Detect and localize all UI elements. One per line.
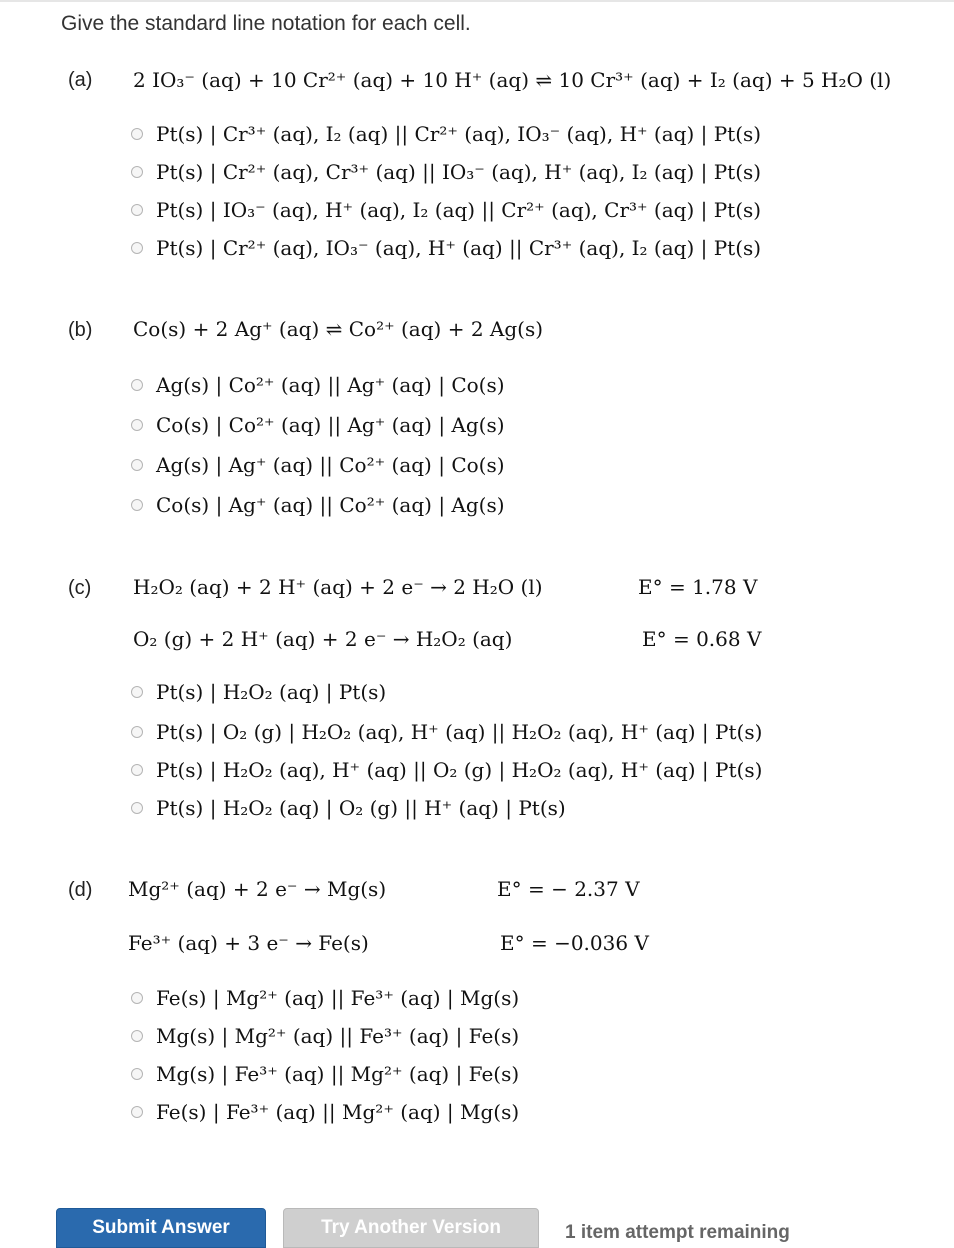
option-text: Pt(s) | O₂ (g) | H₂O₂ (aq), H⁺ (aq) || H₂O₂ (aq), H⁺ (aq) | Pt(s) xyxy=(156,720,763,744)
option-text: Ag(s) | Ag⁺ (aq) || Co²⁺ (aq) | Co(s) xyxy=(156,453,505,477)
part-d-label: (d) xyxy=(68,879,93,901)
part-b-option-3[interactable] xyxy=(131,450,505,480)
option-text: Pt(s) | Cr²⁺ (aq), Cr³⁺ (aq) || IO₃⁻ (aq), H⁺ (aq), I₂ (aq) | Pt(s) xyxy=(156,160,762,184)
option-text: Fe(s) | Fe³⁺ (aq) || Mg²⁺ (aq) | Mg(s) xyxy=(156,1100,520,1124)
radio-button[interactable] xyxy=(131,1068,143,1080)
part-d-half-reaction-2: Fe³⁺ (aq) + 3 e⁻ → Fe(s) xyxy=(128,931,369,955)
radio-button[interactable] xyxy=(131,379,143,391)
part-d-potential-1: E° = − 2.37 V xyxy=(497,877,640,901)
part-c-option-4[interactable] xyxy=(131,793,566,823)
part-a-option-2[interactable] xyxy=(131,157,761,187)
option-text: Pt(s) | Cr³⁺ (aq), I₂ (aq) || Cr²⁺ (aq), IO₃⁻ (aq), H⁺ (aq) | Pt(s) xyxy=(156,122,762,146)
option-text: Pt(s) | H₂O₂ (aq), H⁺ (aq) || O₂ (g) | H₂O₂ (aq), H⁺ (aq) | Pt(s) xyxy=(156,758,763,782)
radio-button[interactable] xyxy=(131,499,143,511)
radio-button[interactable] xyxy=(131,242,143,254)
part-a-option-4[interactable] xyxy=(131,233,761,263)
part-d-option-2[interactable] xyxy=(131,1021,519,1051)
part-d-potential-2: E° = −0.036 V xyxy=(500,931,649,955)
radio-button[interactable] xyxy=(131,686,143,698)
part-a-option-3[interactable] xyxy=(131,195,761,225)
option-text: Pt(s) | H₂O₂ (aq) | Pt(s) xyxy=(156,680,387,704)
radio-button[interactable] xyxy=(131,419,143,431)
radio-button[interactable] xyxy=(131,992,143,1004)
radio-button[interactable] xyxy=(131,1106,143,1118)
part-c-option-1[interactable] xyxy=(131,677,386,707)
part-d-half-reaction-1: Mg²⁺ (aq) + 2 e⁻ → Mg(s) xyxy=(128,877,387,901)
part-b-option-4[interactable] xyxy=(131,490,505,520)
part-c-half-reaction-2: O₂ (g) + 2 H⁺ (aq) + 2 e⁻ → H₂O₂ (aq) xyxy=(133,627,513,651)
radio-button[interactable] xyxy=(131,204,143,216)
part-c-potential-2: E° = 0.68 V xyxy=(642,627,762,651)
radio-button[interactable] xyxy=(131,802,143,814)
radio-button[interactable] xyxy=(131,128,143,140)
radio-button[interactable] xyxy=(131,726,143,738)
attempts-remaining-text: 1 item attempt remaining xyxy=(565,1222,790,1243)
question-title: Give the standard line notation for each cell. xyxy=(61,12,471,35)
part-c-potential-1: E° = 1.78 V xyxy=(638,575,758,599)
part-b-reaction: Co(s) + 2 Ag⁺ (aq) ⇌ Co²⁺ (aq) + 2 Ag(s) xyxy=(133,317,544,341)
option-text: Pt(s) | IO₃⁻ (aq), H⁺ (aq), I₂ (aq) || Cr²⁺ (aq), Cr³⁺ (aq) | Pt(s) xyxy=(156,198,762,222)
option-text: Pt(s) | H₂O₂ (aq) | O₂ (g) || H⁺ (aq) | Pt(s) xyxy=(156,796,566,820)
part-a-option-1[interactable] xyxy=(131,119,761,149)
part-b-label: (b) xyxy=(68,319,93,341)
try-another-version-button[interactable]: Try Another Version xyxy=(283,1208,539,1248)
radio-button[interactable] xyxy=(131,1030,143,1042)
part-d-option-3[interactable] xyxy=(131,1059,519,1089)
part-c-option-3[interactable] xyxy=(131,755,762,785)
part-c-option-2[interactable] xyxy=(131,717,762,747)
option-text: Mg(s) | Fe³⁺ (aq) || Mg²⁺ (aq) | Fe(s) xyxy=(156,1062,520,1086)
option-text: Pt(s) | Cr²⁺ (aq), IO₃⁻ (aq), H⁺ (aq) || Cr³⁺ (aq), I₂ (aq) | Pt(s) xyxy=(156,236,762,260)
submit-answer-button[interactable]: Submit Answer xyxy=(56,1208,266,1248)
radio-button[interactable] xyxy=(131,764,143,776)
part-b-option-1[interactable] xyxy=(131,370,505,400)
option-text: Co(s) | Ag⁺ (aq) || Co²⁺ (aq) | Ag(s) xyxy=(156,493,505,517)
option-text: Fe(s) | Mg²⁺ (aq) || Fe³⁺ (aq) | Mg(s) xyxy=(156,986,520,1010)
part-b-option-2[interactable] xyxy=(131,410,505,440)
option-text: Ag(s) | Co²⁺ (aq) || Ag⁺ (aq) | Co(s) xyxy=(156,373,505,397)
radio-button[interactable] xyxy=(131,459,143,471)
part-d-option-1[interactable] xyxy=(131,983,519,1013)
part-a-reaction: 2 IO₃⁻ (aq) + 10 Cr²⁺ (aq) + 10 H⁺ (aq) ⇌ 10 Cr³⁺ (aq) + I₂ (aq) + 5 H₂O (l) xyxy=(133,68,892,92)
part-a-label: (a) xyxy=(68,69,93,91)
part-c-label: (c) xyxy=(68,577,92,599)
option-text: Co(s) | Co²⁺ (aq) || Ag⁺ (aq) | Ag(s) xyxy=(156,413,505,437)
part-d-option-4[interactable] xyxy=(131,1097,519,1127)
radio-button[interactable] xyxy=(131,166,143,178)
part-c-half-reaction-1: H₂O₂ (aq) + 2 H⁺ (aq) + 2 e⁻ → 2 H₂O (l) xyxy=(133,575,543,599)
option-text: Mg(s) | Mg²⁺ (aq) || Fe³⁺ (aq) | Fe(s) xyxy=(156,1024,520,1048)
top-divider xyxy=(0,0,954,2)
